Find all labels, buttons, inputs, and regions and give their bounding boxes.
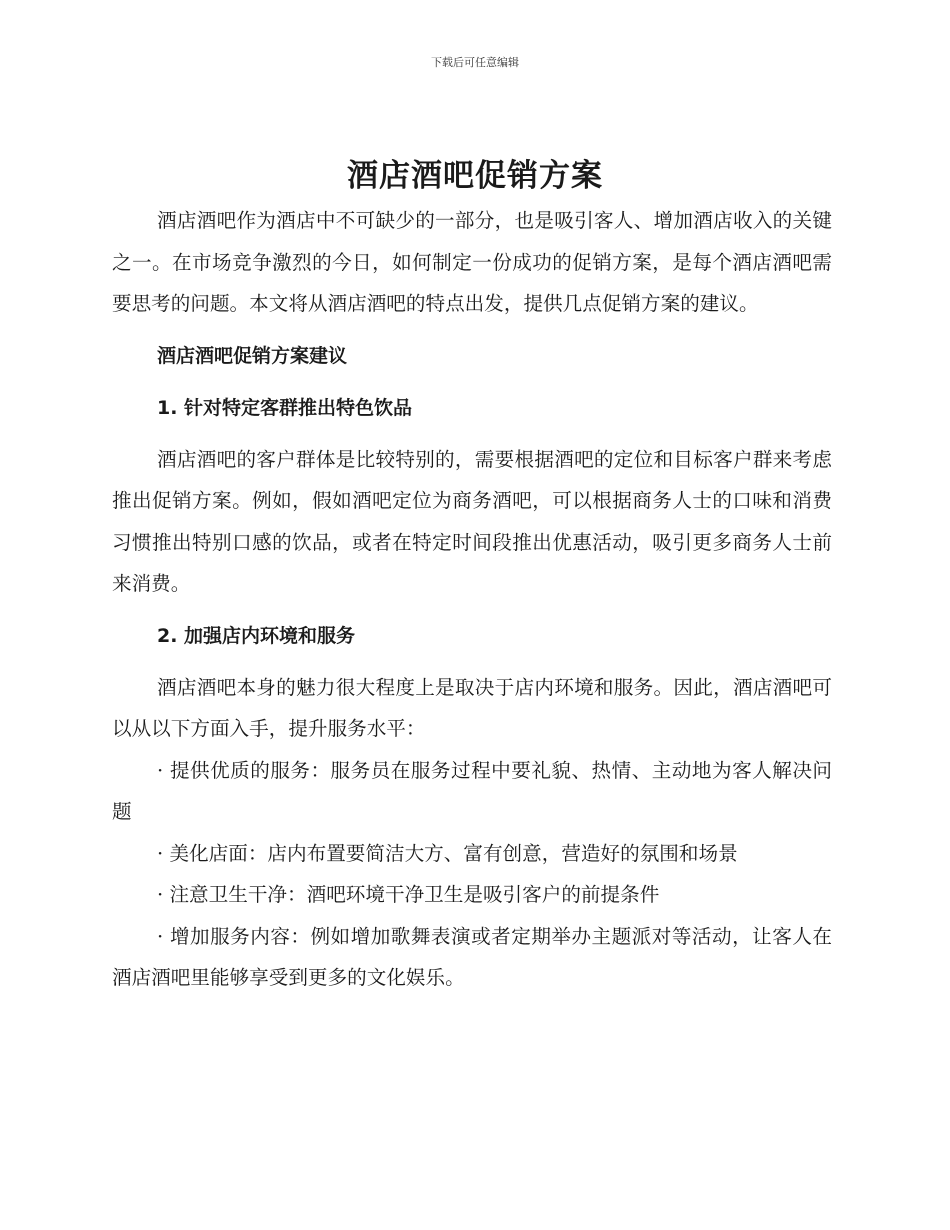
section2-body: 酒店酒吧本身的魅力很大程度上是取决于店内环境和服务。因此，酒店酒吧可以从以下方面入手，提升服务水平：	[112, 675, 832, 740]
intro-paragraph: 酒店酒吧作为酒店中不可缺少的一部分，也是吸引客人、增加酒店收入的关键之一。在市场竞争激烈的今日，如何制定一份成功的促销方案，是每个酒店酒吧需要思考的问题。本文将从酒店酒吧的特点出发，提供几点促销方案的建议。	[112, 209, 832, 315]
section1-body: 酒店酒吧的客户群体是比较特别的，需要根据酒吧的定位和目标客户群来考虑推出促销方案。例如，假如酒吧定位为商务酒吧，可以根据商务人士的口味和消费习惯推出特别口感的饮品，或者在特定时间段推出优惠活动，吸引更多商务人士前来消费。	[112, 447, 832, 595]
bullet-item: · 美化店面：店内布置要简洁大方、富有创意，营造好的氛围和场景	[157, 841, 738, 865]
bullet-item: · 增加服务内容：例如增加歌舞表演或者定期举办主题派对等活动，让客人在酒店酒吧里能够享受到更多的文化娱乐。	[112, 924, 832, 989]
bullet-item: · 提供优质的服务：服务员在服务过程中要礼貌、热情、主动地为客人解决问题	[112, 758, 832, 823]
header-note: 下载后可任意编辑	[431, 56, 519, 69]
document-title: 酒店酒吧促销方案	[347, 158, 603, 194]
section2-heading: 2. 加强店内环境和服务	[157, 624, 356, 647]
section1-heading: 1. 针对特定客群推出特色饮品	[157, 396, 413, 419]
section-heading: 酒店酒吧促销方案建议	[157, 344, 348, 367]
document-body	[112, 200, 832, 999]
bullet-item: · 注意卫生干净：酒吧环境干净卫生是吸引客户的前提条件	[157, 883, 660, 906]
